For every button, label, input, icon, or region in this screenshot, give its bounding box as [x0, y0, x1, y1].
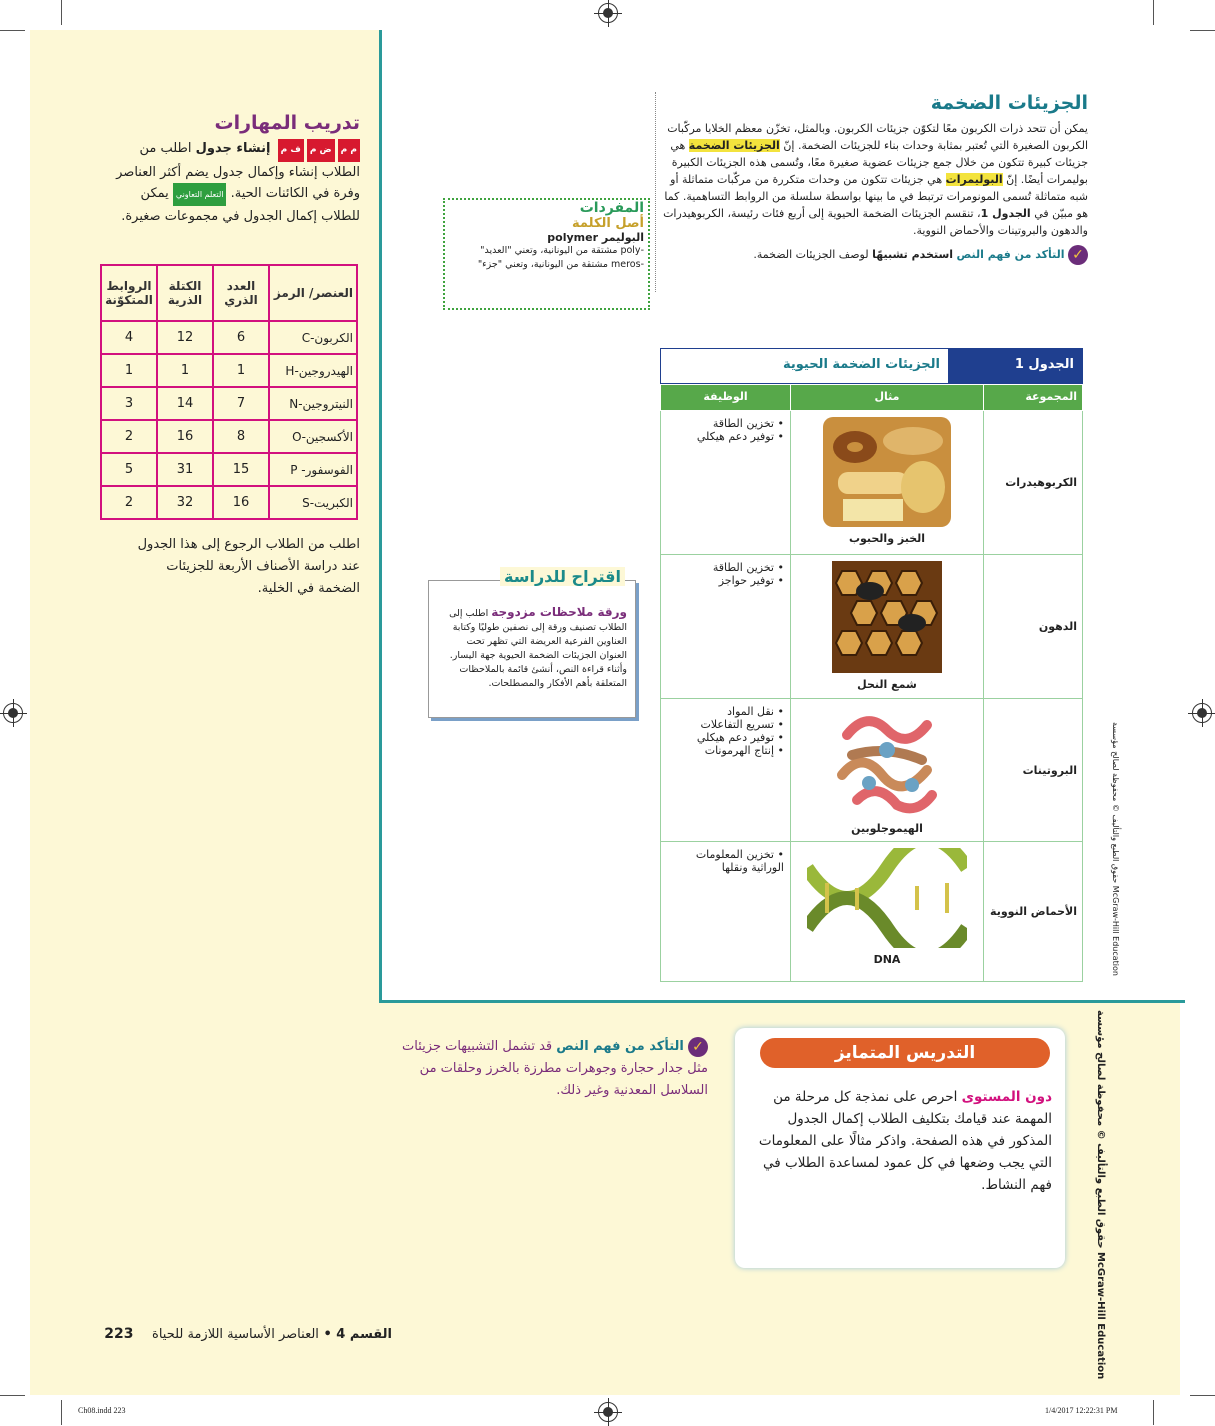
elements-row	[101, 354, 357, 387]
table-header: المجموعة	[984, 385, 1083, 411]
credit-vertical	[1092, 1010, 1108, 1380]
crop-mark	[1153, 0, 1154, 25]
section-title: الجزيئات الضخمة	[930, 92, 1088, 114]
skill-title: تدريب المهارات	[214, 112, 360, 134]
paragraph-text: هي جزيئات تتكون من وحدات متكررة من مركّبات متماثلة أو شبه متماثلة تُسمى المونومرات ترتبط في ما بينها بواسطة سلسلة من الروابط التساهمية. كما هو مبيّن في	[664, 173, 1088, 220]
paragraph-text: هي جزيئات كبيرة تتكون من خلال جمع جزيئات عضوية صغيرة معًا، وتُسمى هذه الجزيئات الكبيرة بوليمرات أيضًا. إنّ	[670, 139, 1088, 186]
reading-check-label: التأكد من فهم النص	[956, 248, 1065, 261]
skill-lead: اطلب من	[139, 141, 192, 156]
crop-mark	[61, 1400, 62, 1425]
elements-row	[101, 387, 357, 420]
row-group: الكربوهيدرات	[984, 411, 1083, 555]
elements-row	[101, 453, 357, 486]
reading-check-bold: استخدم تشبيهًا	[872, 248, 954, 261]
paragraph-text: يمكن أن تتحد ذرات الكربون معًا لتكوّن جزيئات الكربون. وبالمثل، تخزّن معظم الخلايا مركّبات الكربون الصغيرة التي تُعتبر بمثابة وحدات بناء للجزيئات الضخمة.	[667, 122, 1088, 152]
function-item: • تخزين المعلومات الوراثية ونقلها	[667, 848, 784, 874]
element-value: 5	[101, 453, 157, 486]
function-item: • نقل المواد	[667, 705, 784, 718]
element-value: 4	[101, 321, 157, 354]
skill-tag: ض م	[307, 139, 335, 162]
row-functions	[661, 842, 791, 982]
table-header-row	[661, 385, 1083, 411]
element-name: الهيدروجين-H	[269, 354, 357, 387]
skill-text	[100, 138, 360, 227]
function-item: • تخزين الطاقة	[667, 417, 784, 430]
element-value: 2	[101, 420, 157, 453]
element-value: 1	[157, 354, 213, 387]
page-number: 223	[104, 1326, 134, 1342]
vocab-title: المفردات	[579, 200, 644, 216]
credit-text: حقوق الطبع والتأليف © محفوظة لصالح مؤسسة McGraw-Hill Education	[1095, 1010, 1106, 1380]
skill-action: إنشاء جدول	[195, 141, 271, 156]
row-example	[791, 699, 984, 842]
check-answer	[390, 1036, 708, 1102]
table-header: مثال	[791, 385, 984, 411]
function-item: • إنتاج الهرمونات	[667, 744, 784, 757]
example-caption: الهيموجلوبين	[851, 822, 923, 835]
dna-image	[807, 848, 967, 948]
teacher-sidebar	[30, 30, 380, 1395]
element-name: الكبريت-S	[269, 486, 357, 519]
crop-mark	[0, 30, 25, 31]
table-header: الوظيفة	[661, 385, 791, 411]
beeswax-image	[832, 561, 942, 673]
registration-mark-icon	[1192, 703, 1212, 723]
elements-header: الكتلة الذرية	[157, 265, 213, 321]
element-name: الأكسجين-O	[269, 420, 357, 453]
element-name: الكربون-C	[269, 321, 357, 354]
registration-mark-icon	[3, 703, 23, 723]
paragraph-text: إنّ	[783, 139, 795, 152]
table-row	[661, 555, 1083, 699]
differentiated-text: احرص على نمذجة كل مرحلة من المهمة عند قيامك بتكليف الطلاب إكمال الجدول المذكور في هذه الصفحة. واذكر مثالًا على المعلومات التي يجب وضعها في كل عمود لمساعدة الطلاب في فهم النشاط.	[758, 1089, 1052, 1193]
term-polymers: البوليمرات	[945, 173, 1003, 186]
checkmark-icon: ✓	[688, 1037, 708, 1057]
file-timestamp: 1/4/2017 12:22:31 PM	[1045, 1406, 1118, 1415]
table-1	[660, 348, 1083, 982]
example-caption: شمع النحل	[857, 678, 917, 691]
element-value: 16	[157, 420, 213, 453]
elements-header: العنصر/ الرمز	[269, 265, 357, 321]
element-value: 1	[213, 354, 269, 387]
divider-horizontal	[379, 1000, 1185, 1003]
elements-header: الروابط المتكوّنة	[101, 265, 157, 321]
element-value: 3	[101, 387, 157, 420]
example-caption: DNA	[873, 953, 901, 966]
element-value: 7	[213, 387, 269, 420]
function-item: • توفير دعم هيكلي	[667, 731, 784, 744]
reading-check	[660, 245, 1088, 265]
element-value: 32	[157, 486, 213, 519]
elements-header: العدد الذري	[213, 265, 269, 321]
function-list	[667, 848, 784, 874]
element-value: 1	[101, 354, 157, 387]
credit-text: حقوق الطبع والتأليف © محفوظة لصالح مؤسسة McGraw-Hill Education	[1111, 722, 1120, 976]
crop-mark	[1190, 1395, 1215, 1396]
table-reference: الجدول 1	[980, 207, 1031, 220]
vocab-subtitle: أصل الكلمة	[572, 216, 644, 231]
section-label: القسم 4	[336, 1327, 392, 1342]
crop-mark	[1153, 1400, 1154, 1425]
term-macromolecules: الجزيئات الضخمة	[688, 139, 780, 152]
file-slug: Ch08.indd 223	[78, 1406, 126, 1415]
study-tip-title: اقتراح للدراسة	[500, 567, 625, 586]
function-list	[667, 561, 784, 587]
row-example	[791, 411, 984, 555]
function-list	[667, 705, 784, 757]
skill-tag: ف م	[278, 139, 304, 162]
crop-mark	[0, 1395, 25, 1396]
element-value: 31	[157, 453, 213, 486]
elements-row	[101, 486, 357, 519]
differentiated-box	[735, 1028, 1065, 1268]
differentiated-title: التدريس المتمايز	[760, 1038, 1050, 1068]
sidebar-closing: اطلب من الطلاب الرجوع إلى هذا الجدول عند دراسة الأصناف الأربعة للجزيئات الضخمة في الخلية.	[137, 537, 360, 596]
vocab-line: -poly مشتقة من اليونانية، وتعني "العديد"	[480, 245, 644, 256]
row-group: الدهون	[984, 555, 1083, 699]
crop-mark	[61, 0, 62, 25]
elements-row	[101, 420, 357, 453]
element-value: 2	[101, 486, 157, 519]
element-name: النيتروجين-N	[269, 387, 357, 420]
function-item: • تسريع التفاعلات	[667, 718, 784, 731]
study-tip-box	[428, 567, 636, 718]
row-group: البروتينات	[984, 699, 1083, 842]
element-value: 8	[213, 420, 269, 453]
table-row	[661, 842, 1083, 982]
function-list	[667, 417, 784, 443]
elements-table	[100, 264, 358, 520]
hemoglobin-image	[827, 705, 947, 817]
skill-lead: الطلاب إنشاء وإكمال جدول يضم أكثر العناصر وفرة في الكائنات الحية.	[116, 165, 360, 201]
study-tip-text: اطلب إلى الطلاب تصنيف ورقة إلى نصفين طوليًا وكتابة العناوين الفرعية العريضة التي تظهر تحت العنوان الجزيئات الضخمة الحيوية جهة اليسار. وأثناء قراءة النص، أنشئ قائمة بالملاحظات المتعلقة بأهم الأفكار والمصطلحات.	[449, 608, 627, 689]
main-section	[660, 92, 1088, 265]
element-value: 16	[213, 486, 269, 519]
study-tip-body	[429, 581, 635, 697]
element-value: 15	[213, 453, 269, 486]
vocab-word: البوليمر polymer	[547, 231, 644, 244]
element-value: 6	[213, 321, 269, 354]
elements-header-row	[101, 265, 357, 321]
separator	[655, 92, 656, 292]
element-name: الفوسفور- P	[269, 453, 357, 486]
page-footer: القسم 4 • العناصر الأساسية اللازمة للحياة 223	[104, 1326, 392, 1342]
element-value: 14	[157, 387, 213, 420]
example-caption: الخبز والحبوب	[848, 532, 926, 545]
row-functions	[661, 699, 791, 842]
crop-mark	[1190, 30, 1215, 31]
table-title: الجزيئات الضخمة الحيوية	[661, 349, 948, 383]
row-example	[791, 555, 984, 699]
macromolecule-table	[660, 384, 1083, 982]
study-tip-bold: ورقة ملاحظات مزدوجة	[491, 605, 627, 619]
function-item: • توفير حواجز	[667, 574, 784, 587]
skill-practice	[100, 112, 360, 227]
function-item: • توفير دعم هيكلي	[667, 430, 784, 443]
divider-vertical	[379, 30, 382, 1003]
coop-tag: التعلم التعاوني	[173, 183, 227, 206]
element-value: 12	[157, 321, 213, 354]
row-functions	[661, 411, 791, 555]
elements-row	[101, 321, 357, 354]
check-answer-text: قد تشمل التشبيهات جزيئات مثل جدار حجارة وجوهرات مطرزة بالخرز وحلقات من السلاسل المعدنية وغير ذلك.	[402, 1039, 708, 1098]
check-answer-label: التأكد من فهم النص	[556, 1039, 684, 1054]
checkmark-icon: ✓	[1068, 245, 1088, 265]
table-label: الجدول 1	[948, 349, 1082, 383]
table-row	[661, 699, 1083, 842]
row-functions	[661, 555, 791, 699]
section-title-footer: العناصر الأساسية اللازمة للحياة	[152, 1327, 319, 1342]
differentiated-body	[750, 1086, 1052, 1196]
vocabulary-box	[443, 198, 650, 310]
paragraph-text: ، تنقسم الجزيئات الضخمة الحيوية إلى أربع فئات رئيسة، الكربوهيدرات والدهون والبروتينات والأحماض النووية.	[663, 207, 1088, 237]
vocab-line: -meros مشتقة من اليونانية، وتعني "جزء"	[477, 259, 644, 270]
table-row	[661, 411, 1083, 555]
coop-text: يمكن للطلاب إكمال الجدول في مجموعات صغيرة.	[121, 186, 360, 224]
table-header-bar	[660, 348, 1083, 384]
differentiated-bold: دون المستوى	[961, 1089, 1052, 1105]
reading-check-text: لوصف الجزيئات الضخمة.	[753, 248, 869, 261]
registration-mark-icon	[598, 1402, 618, 1422]
credit-vertical	[1108, 722, 1122, 976]
paragraph	[660, 120, 1088, 239]
registration-mark-icon	[598, 3, 618, 23]
function-item: • تخزين الطاقة	[667, 561, 784, 574]
bread-grains-image	[823, 417, 951, 527]
skill-tag: م م	[338, 139, 360, 162]
row-group: الأحماض النووية	[984, 842, 1083, 982]
row-example	[791, 842, 984, 982]
